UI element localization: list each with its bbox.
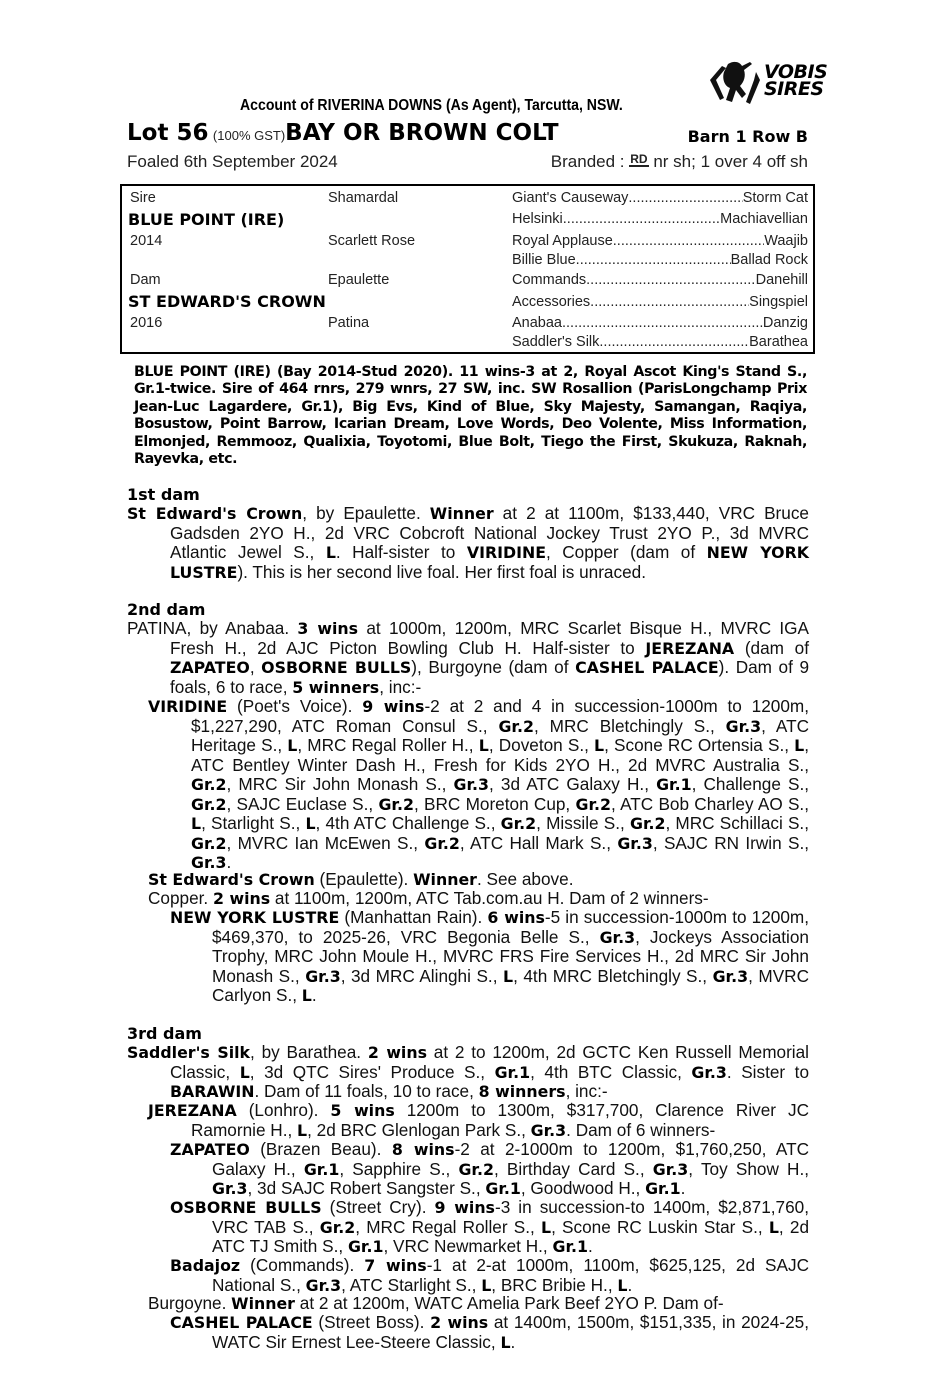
gg-right: Singspiel [749, 294, 808, 310]
lot-number: Lot 56 [127, 120, 209, 146]
gg-right: Ballad Rock [730, 252, 808, 268]
dam-label: Dam [130, 272, 161, 288]
gg-right: Danzig [762, 315, 808, 331]
produce-burgoyne: Burgoyne. Winner at 2 at 1200m, WATC Amelia Park Beef 2YO P. Dam of- [148, 1293, 724, 1313]
lot-description: BAY OR BROWN COLT [285, 120, 559, 146]
produce-cashel-palace: CASHEL PALACE (Street Boss). 2 wins at 1400m, 1500m, $151,335, in 2024-25, WATC Sir Ernest Lee-Steere Classic, L. [170, 1312, 809, 1352]
great-grandparent-row [512, 334, 808, 350]
great-grandparent-row [512, 190, 808, 206]
barn-location: Barn 1 Row B [687, 127, 808, 146]
produce-st-edwards-crown: St Edward's Crown (Epaulette). Winner. See above. [148, 869, 574, 889]
produce-jerezana: JEREZANA (Lonhro). 5 wins 1200m to 1300m, $317,700, Clarence River JC Ramornie H., L, 2d BRC Glenlogan Park S., Gr.3. Dam of 6 winners- [148, 1100, 809, 1140]
pedigree-table [120, 184, 815, 354]
produce-viridine: VIRIDINE (Poet's Voice). 9 wins-2 at 2 and 4 in succession-1000m to 1200m, $1,227,290, ATC Roman Consul S., Gr.2, MRC Bletchingly S., Gr.3, ATC Heritage S., L, MRC Regal Roller H., L, Doveton S., L, Scone RC Ortensia S., L, ATC Bentley Winter Dash H., Fresh for Kids 2YO H., 2d MVRC Australia S., Gr.2, MRC Sir John Monash S., Gr.3, 3d ATC Galaxy H., Gr.1, Challenge S., Gr.2, SAJC Euclase S., Gr.2, BRC Moreton Cup, Gr.2, ATC Bob Charley AO S., L, Starlight S., L, 4th ATC Challenge S., Gr.2, Missile S., Gr.2, MRC Schillaci S., Gr.2, MVRC Ian McEwen S., Gr.2, ATC Hall Mark S., Gr.3, SAJC RN Irwin S., Gr.3. [148, 696, 810, 872]
third-dam-heading: 3rd dam [127, 1024, 202, 1043]
gg-right: Machiavellian [720, 211, 808, 227]
branded-label: Branded : [550, 152, 625, 171]
gst-note: (100% GST) [212, 128, 286, 143]
vendor-account: Account of RIVERINA DOWNS (As Agent), Tarcutta, NSW. [240, 97, 623, 114]
dam-dam: Patina [328, 315, 370, 331]
gg-left: Anabaa [512, 315, 562, 331]
branded-detail: nr sh; 1 over 4 off sh [653, 152, 808, 171]
gg-left: Helsinki [512, 211, 563, 227]
sire-sire: Shamardal [328, 190, 399, 206]
gg-left: Commands [512, 272, 587, 288]
jockey-horse-icon [706, 58, 762, 108]
lot-header [127, 120, 808, 150]
sire-name: BLUE POINT (IRE) [128, 210, 285, 229]
gg-right: Barathea [749, 334, 808, 350]
sire-label: Sire [130, 190, 156, 206]
sire-year: 2014 [130, 233, 163, 249]
gg-right: Storm Cat [742, 190, 808, 206]
gg-right: Waajib [764, 233, 808, 249]
great-grandparent-row [512, 211, 808, 227]
gg-left: Accessories [512, 294, 591, 310]
first-dam-heading: 1st dam [127, 485, 200, 504]
dam-sire: Epaulette [328, 272, 390, 288]
produce-zapateo: ZAPATEO (Brazen Beau). 8 wins-2 at 2-1000m to 1200m, $1,760,250, ATC Galaxy H., Gr.1, Sapphire S., Gr.2, Birthday Card S., Gr.3, Toy Show H., Gr.3, 3d SAJC Robert Sangster S., Gr.1, Goodwood H., Gr.1. [170, 1139, 810, 1198]
logo-line2: SIRES [764, 78, 824, 100]
great-grandparent-row [512, 272, 808, 288]
dam-year: 2016 [130, 315, 163, 331]
gg-right: Danehill [755, 272, 808, 288]
sire-summary: BLUE POINT (IRE) (Bay 2014-Stud 2020). 11 wins-3 at 2, Royal Ascot King's Stand S., Gr.1-twice. Sire of 464 rnrs, 279 wnrs, 27 SW, inc. SW Rosallion (ParisLongchamp Prix Jean-Luc Lagardere, Gr.1), Big Evs, Kind of Blue, Sky Majesty, Samangan, Raqiya, Bosustow, Point Barrow, Icarian Dream, Love Words, Deo Volente, Miss Information, Elmonjed, Remmooz, Qualixia, Toyotomi, Blue Bolt, Tiego the First, Skukuza, Raknah, Rayevka, etc. [134, 364, 807, 468]
gg-left: Royal Applause [512, 233, 613, 249]
logo-wordmark [764, 61, 828, 100]
third-dam-paragraph: Saddler's Silk, by Barathea. 2 wins at 2 to 1200m, 2d GCTC Ken Russell Memorial Classic, L, 3d QTC Sires' Produce S., Gr.1, 4th BTC Classic, Gr.3. Sister to BARAWIN. Dam of 11 foals, 10 to race, 8 winners, inc:- [127, 1042, 810, 1101]
great-grandparent-row [512, 233, 808, 249]
great-grandparent-row [512, 315, 808, 331]
first-dam-paragraph: St Edward's Crown, by Epaulette. Winner at 2 at 1100m, $133,440, VRC Bruce Gadsden 2YO H., 2d VRC Cobcroft National Jockey Trust 2YO P., 3d MVRC Atlantic Jewel S., L. Half-sister to VIRIDINE, Copper (dam of NEW YORK LUSTRE). This is her second live foal. Her first foal is unraced. [127, 503, 809, 582]
gg-left: Billie Blue [512, 252, 576, 268]
produce-new-york-lustre: NEW YORK LUSTRE (Manhattan Rain). 6 wins-5 in succession-1000m to 1200m, $469,370, to 2025-26, VRC Begonia Belle S., Gr.3, Jockeys Association Trophy, MRC John Moule H., MVRC FRS Fire Services H., 2d MRC Sir John Monash S., Gr.3, 3d MRC Alinghi S., L, 4th MRC Bletchingly S., Gr.3, MVRC Carlyon S., L. [170, 907, 809, 1005]
brand-mark: RD [630, 152, 648, 166]
second-dam-heading: 2nd dam [127, 600, 206, 619]
dam-name: St Edward's Crown [127, 504, 303, 523]
logo-line1: VOBIS [764, 61, 828, 83]
produce-copper: Copper. 2 wins at 1100m, 1200m, ATC Tab.com.au H. Dam of 2 winners- [148, 888, 709, 908]
foaled-date: Foaled 6th September 2024 [127, 152, 338, 171]
gg-left: Saddler's Silk [512, 334, 600, 350]
great-grandparent-row [512, 294, 808, 310]
gg-left: Giant's Causeway [512, 190, 629, 206]
produce-osborne-bulls: OSBORNE BULLS (Street Cry). 9 wins-3 in succession-to 1400m, $2,871,760, VRC TAB S., Gr.2, MRC Regal Roller S., L, Scone RC Luskin Star S., L, 2d ATC TJ Smith S., Gr.1, VRC Newmarket H., Gr.1. [170, 1197, 810, 1256]
great-grandparent-row [512, 252, 808, 268]
dam-name: ST EDWARD'S CROWN [128, 292, 326, 311]
produce-badajoz: Badajoz (Commands). 7 wins-1 at 2-at 1000m, 1100m, $625,125, 2d SAJC National S., Gr.3, ATC Starlight S., L, BRC Bribie H., L. [170, 1255, 809, 1295]
second-dam-paragraph: PATINA, by Anabaa. 3 wins at 1000m, 1200m, MRC Scarlet Bisque H., MVRC IGA Fresh H., 2d AJC Picton Bowling Club H. Half-sister to JEREZANA (dam of ZAPATEO, OSBORNE BULLS), Burgoyne (dam of CASHEL PALACE). Dam of 9 foals, 6 to race, 5 winners, inc:- [127, 618, 810, 697]
branding [551, 152, 808, 172]
vobis-sires-logo [706, 58, 842, 108]
sire-dam: Scarlett Rose [328, 233, 416, 249]
